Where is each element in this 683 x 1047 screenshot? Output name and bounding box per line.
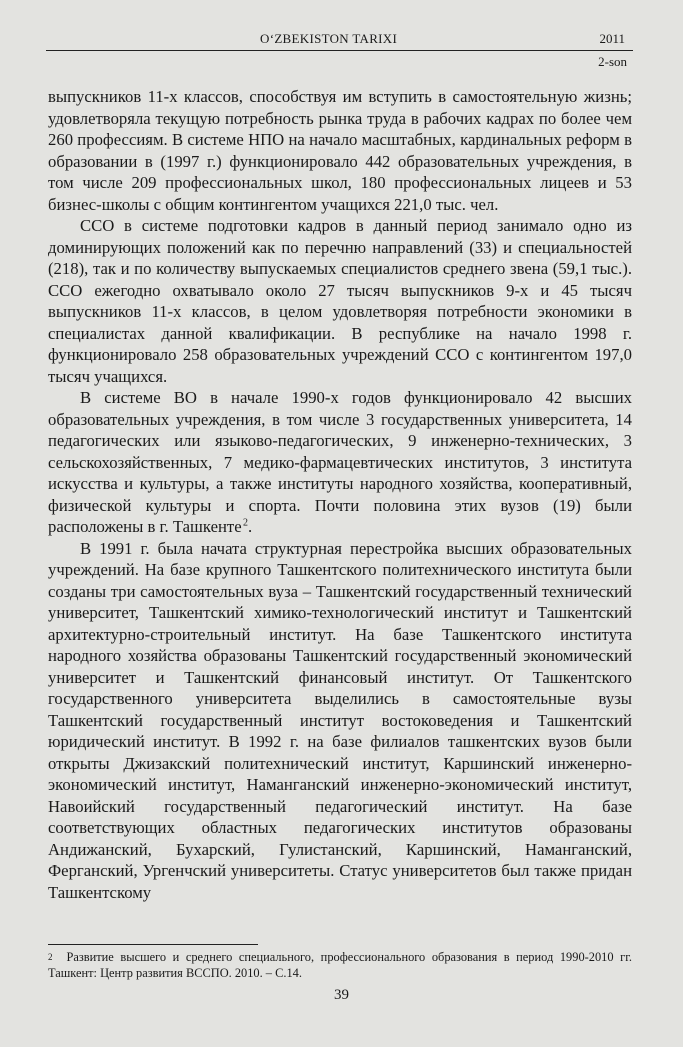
footnote-number: 2 (48, 952, 53, 962)
paragraph-2: ССО в системе подготовки кадров в данный период занимало одно из доминирующих положений как по перечню направлений (33) и специальностей (218), так и по количеству выпускаемых специалистов среднего звена (59,1 тыс.). ССО ежегодно охватывало около 27 тысяч выпускников 9-х и 45 тысяч выпускников 11-х классов, в целом удовлетворяя потребности экономики в специалистах данной квалификации. В республике на начало 1998 г. функционировало 258 образовательных учреждений ССО с контингентом 197,0 тысяч учащихся. (48, 216, 632, 386)
article-body (48, 86, 632, 903)
journal-year: 2011 (599, 31, 625, 46)
paragraph-3-text: В системе ВО в начале 1990-х годов функционировало 42 высших образовательных учреждения, в том числе 3 государственных университета, 14 педагогических или языково-педагогических, 9 инженерно-технических, 3 сельскохозяйственных, 7 медико-фармацевтических институтов, 3 института искусства и культуры, а также институты народного хозяйства, кооперативный, физической культуры и спорта. Почти половина этих вузов (19) были расположены в г. Ташкенте (48, 388, 632, 536)
footnote (48, 949, 632, 981)
journal-title: O‘ZBEKISTON TARIXI (260, 31, 398, 46)
paragraph-1: выпускников 11-х классов, способствуя им вступить в самостоятельную жизнь; удовлетворяла текущую потребность рынка труда в рабочих кадрах по более чем 260 профессиям. В системе НПО на начало масштабных, кардинальных реформ в образовании в (1997 г.) функционировало 442 образовательных учреждения, в том числе 209 профессиональных школ, 180 профессиональных лицеев и 53 бизнес-школы с общим контингентом учащихся 221,0 тыс. чел. (48, 87, 632, 214)
footnote-ref[interactable]: 2 (243, 517, 249, 529)
journal-issue: 2-son (598, 54, 627, 69)
page-number: 39 (334, 987, 349, 1003)
paragraph-4: В 1991 г. была начата структурная перестройка высших образовательных учреждений. На базе крупного Ташкентского политехнического института были созданы три самостоятельных вуза – Ташкентский государственный технический университет, Ташкентский химико-технологический институт и Ташкентский архитектурно-строительный институт. На базе Ташкентского института народного хозяйства образованы Ташкентский государственный экономический университет и Ташкентский финансовый институт. От Ташкентского государственного университета выделились в самостоятельные вузы Ташкентский государственный институт востоковедения и Ташкентский юридический институт. В 1992 г. на базе филиалов ташкентских вузов были открыты Джизакский политехнический институт, Каршинский инженерно-экономический институт, Наманганский инженерно-экономический институт, Навоийский государственный педагогический институт. На базе соответствующих областных педагогических институтов образованы Андижанский, Бухарский, Гулистанский, Каршинский, Наманганский, Ферганский, Ургенчский университеты. Статус университетов был также придан Ташкентскому (48, 538, 632, 902)
footnote-text: Развитие высшего и среднего специального, профессионального образования в период 1990-2010 гг. Ташкент: Центр развития ВССПО. 2010. – С.14. (48, 950, 632, 980)
header-rule (46, 50, 633, 51)
paragraph-3 (48, 387, 632, 538)
paragraph-3-tail: . (248, 517, 253, 536)
footnote-rule (48, 944, 258, 945)
